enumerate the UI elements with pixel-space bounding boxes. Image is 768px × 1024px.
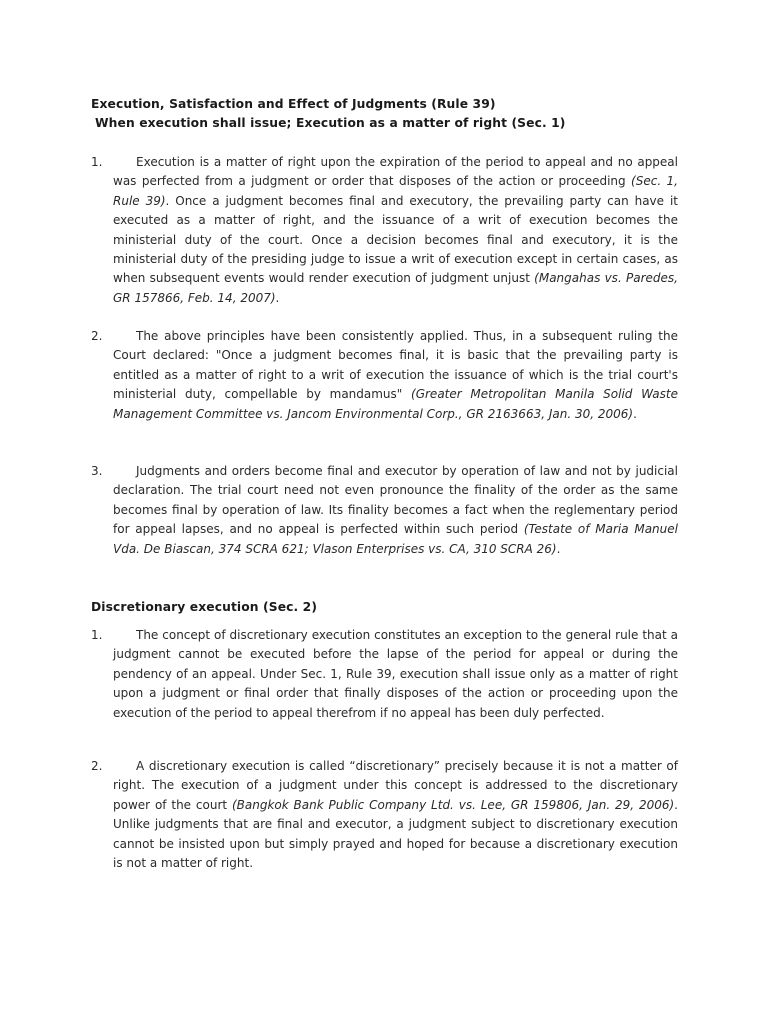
item-text: The above principles have been consistently applied. Thus, in a subsequent ruling the Court declared: "Once a judgment becomes final, it is basic that the prevailing party is entitled as a matter of right to a writ of execution the issuance of which is the trial court's ministerial duty, compellable by mandamus" [113, 329, 678, 402]
item-number: 2. [91, 329, 103, 343]
section2-item-1 [91, 626, 678, 723]
section2-item-2 [91, 757, 678, 873]
item-body [113, 626, 678, 723]
item-text: A discretionary execution is called “discretionary” precisely because it is not a matter of right. The execution of a judgment under this concept is addressed to the discretionary power of the court [113, 759, 678, 812]
item-citation: (Testate of Maria Manuel Vda. De Biascan, 374 SCRA 621; Vlason Enterprises vs. CA, 310 SCRA 26) [113, 522, 678, 556]
item-body [113, 757, 678, 873]
item-number: 3. [91, 464, 103, 478]
item-body [113, 462, 678, 559]
document-subtitle: When execution shall issue; Execution as a matter of right (Sec. 1) [95, 116, 566, 130]
item-citation: (Bangkok Bank Public Company Ltd. vs. Lee, GR 159806, Jan. 29, 2006) [231, 797, 675, 812]
item-text: The concept of discretionary execution constitutes an exception to the general rule that a judgment cannot be executed before the lapse of the period for appeal or during the pendency of an appeal. Under Sec. 1, Rule 39, execution shall issue only as a matter of right upon a judgment or final order that finally disposes of the action or proceeding upon the execution of the period to appeal therefrom if no appeal has been duly perfected. [113, 628, 678, 720]
item-text: . [275, 290, 280, 305]
section1-item-1 [91, 153, 678, 308]
item-text: . [556, 541, 561, 556]
item-number: 1. [91, 628, 103, 642]
item-text: Execution is a matter of right upon the expiration of the period to appeal and no appeal was perfected from a judgment or order that disposes of the action or proceeding [113, 155, 678, 189]
item-text: . Unlike judgments that are final and executor, a judgment subject to discretionary execution cannot be insisted upon but simply prayed and hoped for because a discretionary execution is not a matter of right. [113, 797, 678, 871]
item-citation: (Greater Metropolitan Manila Solid Waste Management Committee vs. Jancom Environmental Corp., GR 2163663, Jan. 30, 2006) [113, 387, 678, 421]
item-citation: (Sec. 1, Rule 39) [113, 174, 678, 208]
section2-heading: Discretionary execution (Sec. 2) [91, 600, 318, 614]
item-text: . [633, 406, 637, 421]
section1-item-2 [91, 327, 678, 424]
section1-item-3 [91, 462, 678, 559]
item-number: 2. [91, 759, 103, 773]
item-body [113, 327, 678, 424]
document-title: Execution, Satisfaction and Effect of Judgments (Rule 39) [91, 97, 496, 111]
item-citation: (Mangahas vs. Paredes, GR 157866, Feb. 14, 2007) [113, 271, 678, 305]
item-body [113, 153, 678, 308]
item-number: 1. [91, 155, 103, 169]
item-text: . Once a judgment becomes final and executory, the prevailing party can have it executed as a matter of right, and the issuance of a writ of execution becomes the ministerial duty of the court. Once a decision becomes final and executory, it is the ministerial duty of the presiding judge to issue a writ of execution except in certain cases, as when subsequent events would render execution of judgment unjust [113, 193, 678, 286]
item-text: Judgments and orders become final and executor by operation of law and not by judicial declaration. The trial court need not even pronounce the finality of the order as the same becomes final by operation of law. Its finality becomes a fact when the reglementary period for appeal lapses, and no appeal is perfected within such period [113, 464, 678, 537]
